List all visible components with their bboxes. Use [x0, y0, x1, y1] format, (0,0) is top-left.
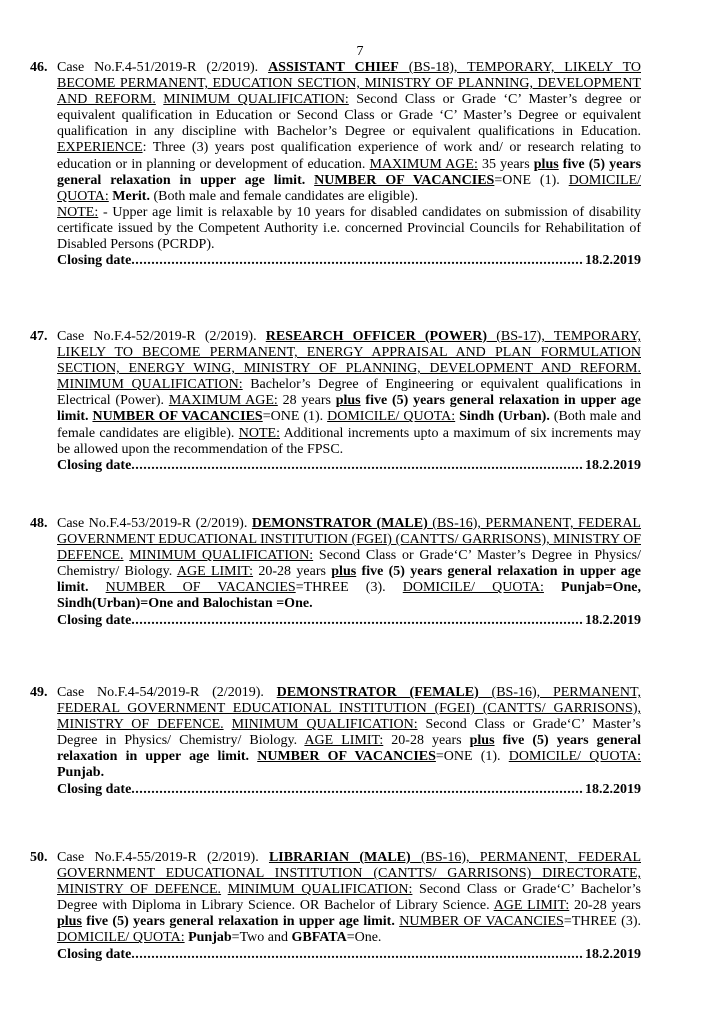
- min-qualification-text: Second Class or Grade ‘C’ Master’s degree or equivalent qualification in Education or Second Class or Grade ‘C’ Master’s Degree or equivalent qualification in any discipline with Bachelor’s Degree or equivalent qualifications in Education.: [57, 92, 642, 140]
- age-label: AGE LIMIT:: [493, 898, 570, 914]
- age-plus: plus: [331, 564, 357, 580]
- entry-number: 49.: [30, 685, 48, 700]
- age-years: 28 years: [277, 393, 336, 409]
- domicile-value: Punjab.: [57, 765, 105, 781]
- post-title: ASSISTANT CHIEF: [268, 60, 399, 75]
- min-qualification-label: MINIMUM QUALIFICATION:: [227, 882, 413, 898]
- age-relaxation: five (5) years general relaxation in upper age limit.: [81, 914, 395, 930]
- post-title: DEMONSTRATOR (MALE): [251, 516, 428, 531]
- case-number: Case No.F.4-52/2019-R (2/2019).: [57, 329, 257, 344]
- closing-date-label: Closing date: [57, 253, 132, 269]
- domicile-value: Merit.: [108, 188, 150, 204]
- case-number: Case No.F.4-53/2019-R (2/2019).: [57, 516, 248, 531]
- vacancies-value: =ONE (1).: [262, 409, 324, 425]
- age-years: 20-28 years: [253, 564, 332, 580]
- min-qualification-label: MINIMUM QUALIFICATION:: [129, 548, 314, 564]
- post-details: (BS-17), TEMPORARY, LIKELY TO BECOME PERMANENT, ENERGY APPRAISAL AND PLAN FORMULATION SECTION, ENERGY WING, MINISTRY OF PLANNING, DEVELOPMENT AND REFORM.: [57, 329, 641, 377]
- vacancies-label: NUMBER OF VACANCIES: [314, 172, 495, 188]
- post-title: RESEARCH OFFICER (POWER): [265, 329, 488, 344]
- domicile-value: Punjab=One, Sindh(Urban)=One and Balochistan =One.: [57, 580, 641, 612]
- domicile-value-gbfata: GBFATA: [291, 930, 347, 946]
- entry-body: [57, 60, 641, 269]
- domicile-label: DOMICILE/ QUOTA:: [57, 930, 185, 946]
- vacancies-value: =THREE (3).: [295, 580, 386, 596]
- page-number: 7: [356, 44, 364, 59]
- domicile-note: (Both male and female candidates are eligible).: [57, 409, 642, 441]
- min-qualification-label: MINIMUM QUALIFICATION:: [163, 92, 349, 108]
- min-qualification-label: MINIMUM QUALIFICATION:: [57, 377, 243, 393]
- note-text: - Upper age limit is relaxable by 10 years for disabled candidates on submission of disability certificate issued by the Competent Authority i.e. concerned Provincial Councils for Rehabilitation of Disabled Persons (PCRDP).: [57, 204, 641, 253]
- min-qualification-label: MINIMUM QUALIFICATION:: [231, 717, 418, 733]
- post-details: (BS-18), TEMPORARY, LIKELY TO BECOME PERMANENT, EDUCATION SECTION, MINISTRY OF PLANNING, DEVELOPMENT AND REFORM.: [57, 60, 641, 108]
- age-label: MAXIMUM AGE:: [369, 156, 478, 172]
- domicile-label: DOMICILE/ QUOTA:: [57, 172, 642, 204]
- age-relaxation: five (5) years general relaxation in upper age limit.: [57, 733, 641, 765]
- closing-date-line: [57, 947, 641, 963]
- vacancies-value: =ONE (1).: [494, 172, 560, 188]
- note-text: Additional increments upto a maximum of six increments may be allowed upon the recommendation of the FPSC.: [57, 425, 642, 457]
- min-qualification-text: Second Class or Grade‘C’ Bachelor’s Degree with Diploma in Library Science. OR Bachelor of Library Science.: [57, 882, 641, 914]
- entry-body: [57, 516, 641, 629]
- age-plus: plus: [469, 733, 495, 749]
- closing-date-label: Closing date: [57, 457, 132, 473]
- post-details: (BS-16), PERMANENT, FEDERAL GOVERNMENT EDUCATIONAL INSTITUTION (FGEI) (CANTTS/ GARRISONS), MINISTRY OF DEFENCE.: [57, 685, 641, 733]
- case-number: Case No.F.4-55/2019-R (2/2019).: [57, 850, 259, 865]
- closing-date-value: 18.2.2019: [585, 253, 641, 269]
- vacancies-label: NUMBER OF VACANCIES: [105, 580, 296, 596]
- entry-number: 46.: [30, 60, 48, 75]
- closing-date-label: Closing date: [57, 612, 132, 628]
- post-details: (BS-16), PERMANENT, FEDERAL GOVERNMENT EDUCATIONAL INSTITUTION (FGEI) (CANTTS/ GARRISONS), MINISTRY OF DEFENCE.: [57, 516, 641, 564]
- domicile-end: =One.: [346, 930, 382, 946]
- min-qualification-text: Second Class or Grade‘C’ Master’s Degree in Physics/ Chemistry/ Biology.: [57, 548, 642, 580]
- vacancies-label: NUMBER OF VACANCIES: [399, 914, 564, 930]
- min-qualification-text: Second Class or Grade‘C’ Master’s Degree in Physics/ Chemistry/ Biology.: [57, 717, 641, 749]
- post-title: DEMONSTRATOR (FEMALE): [276, 685, 479, 700]
- post-title: LIBRARIAN (MALE): [268, 850, 411, 865]
- age-label: AGE LIMIT:: [176, 564, 254, 580]
- age-label: AGE LIMIT:: [304, 733, 384, 749]
- closing-date-line: [57, 458, 641, 474]
- age-relaxation: five (5) years general relaxation in upper age limit.: [57, 393, 642, 425]
- entry-number: 48.: [30, 516, 48, 531]
- domicile-connector: =Two and: [231, 930, 292, 946]
- age-relaxation: five (5) years general relaxation in upper age limit.: [57, 156, 642, 188]
- vacancies-value: =ONE (1).: [435, 749, 501, 765]
- experience-text: : Three (3) years post qualification experience of work and/ or research relating to education or in planning or development of education.: [57, 140, 641, 172]
- min-qualification-text: Bachelor’s Degree of Engineering or equivalent qualifications in Electrical (Power).: [57, 377, 641, 409]
- domicile-value-punjab: Punjab: [184, 930, 232, 946]
- age-years: 35 years: [477, 156, 534, 172]
- entry-body: [57, 850, 641, 963]
- age-years: 20-28 years: [383, 733, 470, 749]
- closing-date-label: Closing date: [57, 946, 132, 962]
- note-label: NOTE:: [57, 204, 99, 220]
- entry-body: [57, 685, 641, 798]
- vacancies-label: NUMBER OF VACANCIES: [92, 409, 263, 425]
- domicile-note: (Both male and female candidates are eligible).: [149, 188, 419, 204]
- closing-date-value: 18.2.2019: [585, 612, 641, 628]
- domicile-value: Sindh (Urban).: [455, 409, 550, 425]
- vacancies-value: =THREE (3).: [563, 914, 642, 930]
- closing-date-line: [57, 613, 641, 629]
- closing-date-value: 18.2.2019: [585, 457, 641, 473]
- vacancies-label: NUMBER OF VACANCIES: [257, 749, 436, 765]
- age-years: 20-28 years: [569, 898, 642, 914]
- entry-number: 47.: [30, 329, 48, 344]
- entry-body: [57, 329, 641, 474]
- closing-date-line: [57, 782, 641, 798]
- age-label: MAXIMUM AGE:: [168, 393, 278, 409]
- closing-date-label: Closing date: [57, 781, 132, 797]
- domicile-label: DOMICILE/ QUOTA:: [508, 749, 642, 765]
- note-label: NOTE:: [238, 425, 280, 441]
- age-plus: plus: [533, 156, 559, 172]
- closing-date-value: 18.2.2019: [585, 946, 641, 962]
- experience-label: EXPERIENCE: [57, 140, 143, 156]
- case-number: Case No.F.4-54/2019-R (2/2019).: [57, 685, 264, 700]
- age-relaxation: five (5) years general relaxation in upper age limit.: [57, 564, 642, 596]
- domicile-label: DOMICILE/ QUOTA:: [402, 580, 544, 596]
- closing-date-value: 18.2.2019: [585, 781, 641, 797]
- post-details: (BS-16), PERMANENT, FEDERAL GOVERNMENT EDUCATIONAL INSTITUTION (CANTTS/ GARRISONS) DIRECTORATE, MINISTRY OF DEFENCE.: [57, 850, 641, 898]
- age-plus: plus: [335, 393, 361, 409]
- entry-number: 50.: [30, 850, 48, 865]
- domicile-label: DOMICILE/ QUOTA:: [327, 409, 456, 425]
- age-plus: plus: [57, 914, 82, 930]
- case-number: Case No.F.4-51/2019-R (2/2019).: [57, 60, 259, 75]
- closing-date-line: [57, 253, 641, 269]
